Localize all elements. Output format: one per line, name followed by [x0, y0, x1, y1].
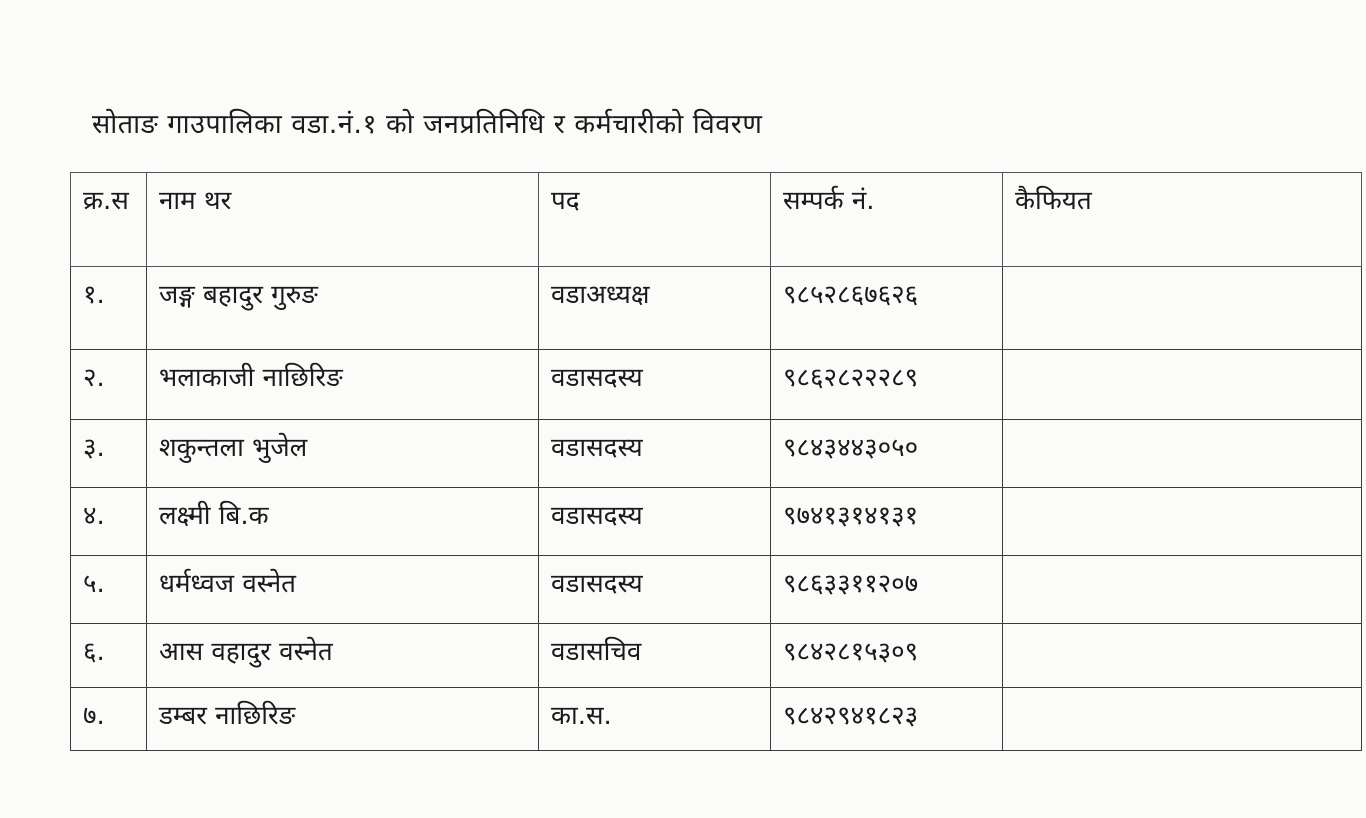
cell-post: वडाअध्यक्ष [539, 267, 771, 350]
table-header-row [71, 173, 1362, 267]
table-row [71, 688, 1362, 751]
cell-contact: ९८५२८६७६२६ [771, 267, 1003, 350]
cell-name: जङ्ग बहादुर गुरुङ [147, 267, 539, 350]
cell-serial-number: ४. [71, 488, 147, 556]
cell-name: धर्मध्वज वस्नेत [147, 556, 539, 624]
representatives-table [70, 172, 1362, 751]
cell-contact: ९८४३४४३०५० [771, 420, 1003, 488]
cell-remarks [1003, 556, 1362, 624]
cell-post: वडासदस्य [539, 556, 771, 624]
cell-contact: ९८६२८२२२८९ [771, 350, 1003, 420]
table-row [71, 420, 1362, 488]
cell-contact: ९७४१३१४१३१ [771, 488, 1003, 556]
cell-name: शकुन्तला भुजेल [147, 420, 539, 488]
table-row [71, 350, 1362, 420]
header-post: पद [539, 173, 771, 267]
cell-name: आस वहादुर वस्नेत [147, 624, 539, 688]
cell-serial-number: ५. [71, 556, 147, 624]
cell-name: लक्ष्मी बि.क [147, 488, 539, 556]
cell-post: वडासदस्य [539, 420, 771, 488]
cell-contact: ९८४२८१५३०९ [771, 624, 1003, 688]
header-serial-number: क्र.स [71, 173, 147, 267]
header-name: नाम थर [147, 173, 539, 267]
cell-remarks [1003, 688, 1362, 751]
cell-post: वडासदस्य [539, 488, 771, 556]
table-row [71, 488, 1362, 556]
cell-post: वडासदस्य [539, 350, 771, 420]
document-title: सोताङ गाउपालिका वडा.नं.१ को जनप्रतिनिधि र कर्मचारीको विवरण [92, 109, 763, 140]
table-row [71, 267, 1362, 350]
cell-contact: ९८४२९४१८२३ [771, 688, 1003, 751]
cell-serial-number: २. [71, 350, 147, 420]
cell-remarks [1003, 267, 1362, 350]
cell-serial-number: ६. [71, 624, 147, 688]
cell-serial-number: ३. [71, 420, 147, 488]
cell-remarks [1003, 350, 1362, 420]
cell-post: वडासचिव [539, 624, 771, 688]
table-row [71, 624, 1362, 688]
header-contact: सम्पर्क नं. [771, 173, 1003, 267]
cell-serial-number: १. [71, 267, 147, 350]
cell-name: भलाकाजी नाछिरिङ [147, 350, 539, 420]
cell-contact: ९८६३३११२०७ [771, 556, 1003, 624]
cell-post: का.स. [539, 688, 771, 751]
cell-remarks [1003, 624, 1362, 688]
cell-name: डम्बर नाछिरिङ [147, 688, 539, 751]
cell-serial-number: ७. [71, 688, 147, 751]
table-row [71, 556, 1362, 624]
cell-remarks [1003, 488, 1362, 556]
header-remarks: कैफियत [1003, 173, 1362, 267]
cell-remarks [1003, 420, 1362, 488]
